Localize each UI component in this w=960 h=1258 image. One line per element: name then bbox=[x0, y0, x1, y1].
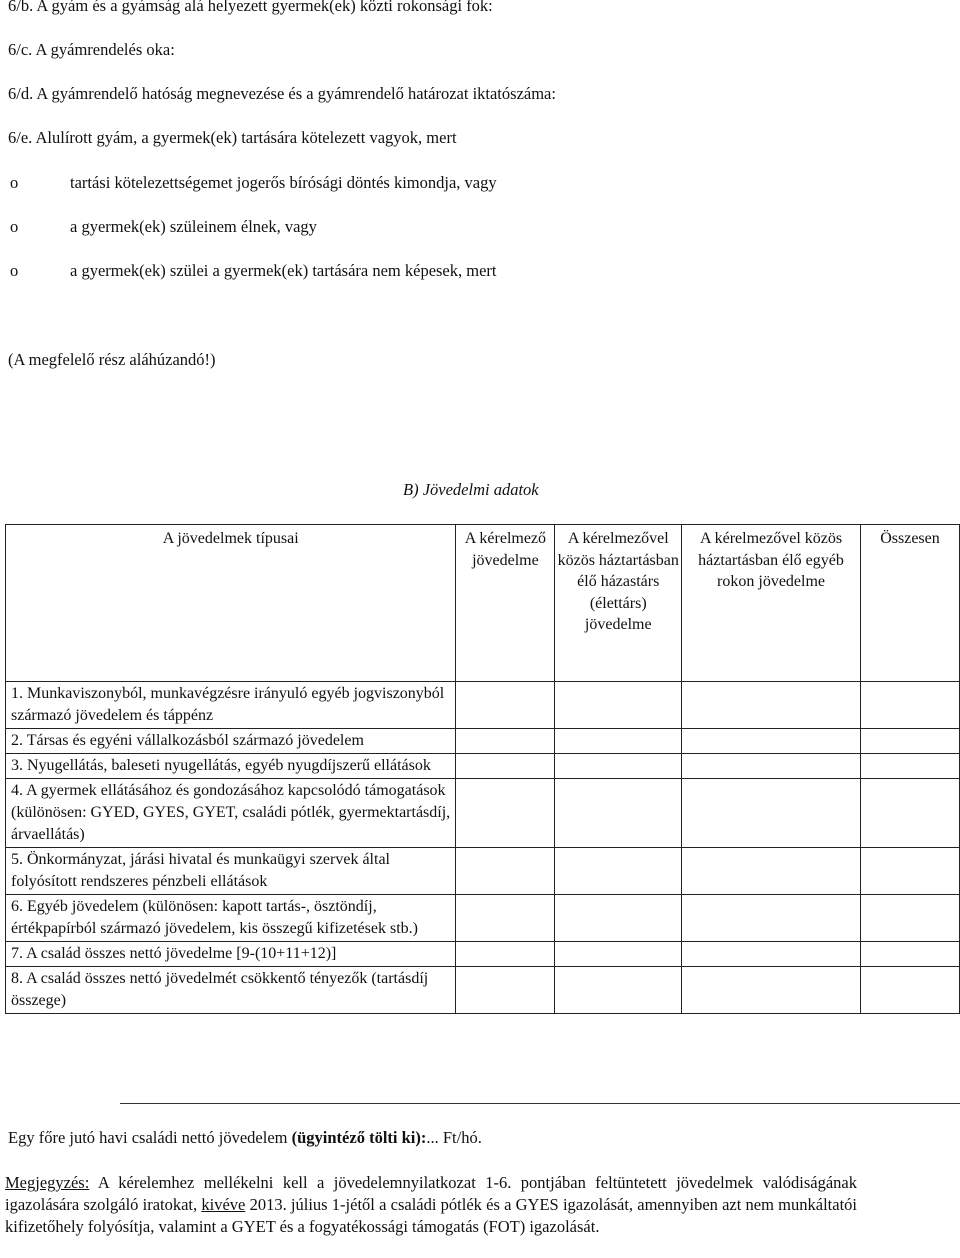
cell-applicant[interactable] bbox=[456, 729, 555, 754]
cell-applicant[interactable] bbox=[456, 754, 555, 779]
cell-spouse[interactable] bbox=[555, 729, 682, 754]
table-row bbox=[6, 754, 960, 779]
header-spouse: A kérelmezővel közös háztartásban élő házastárs (élettárs) jövedelme bbox=[555, 525, 682, 682]
note-text-1: A kérelemhez mellékelni kell a jövedelemnyilatkozat 1-6. pontjában feltüntetett jövedelmek valódiságának igazolására szolgáló iratokat, bbox=[5, 1173, 857, 1214]
cell-other[interactable] bbox=[682, 848, 861, 895]
option-text: a gyermek(ek) szülei a gyermek(ek) tartására nem képesek, mert bbox=[70, 261, 497, 280]
cell-spouse[interactable] bbox=[555, 967, 682, 1014]
row-label: 3. Nyugellátás, baleseti nyugellátás, egyéb nyugdíjszerű ellátások bbox=[6, 754, 456, 779]
row-label: 6. Egyéb jövedelem (különösen: kapott tartás-, ösztöndíj, értékpapírból származó jövedelem, kis összegű kifizetések stb.) bbox=[6, 895, 456, 942]
cell-total[interactable] bbox=[860, 967, 959, 1014]
cell-total[interactable] bbox=[860, 942, 959, 967]
row-label: 7. A család összes nettó jövedelme [9-(10+11+12)] bbox=[6, 942, 456, 967]
per-capita-label: Egy főre jutó havi családi nettó jövedelem bbox=[8, 1128, 292, 1147]
option-3[interactable] bbox=[10, 261, 497, 281]
cell-total[interactable] bbox=[860, 848, 959, 895]
note-text-2: 2013. július 1-jétől a családi pótlék és a GYES igazolását, amennyiben azt nem munkáltatói kifizetőhely folyósítja, valamint a GYET és a fogyatékossági támogatás (FOT) igazolását. bbox=[5, 1194, 857, 1236]
row-label: 4. A gyermek ellátásához és gondozásához kapcsolódó támogatások (különösen: GYED, GYES, GYET, családi pótlék, gyermektartásdíj, árvaellátás) bbox=[6, 779, 456, 848]
separator-line bbox=[120, 1103, 960, 1104]
cell-other[interactable] bbox=[682, 779, 861, 848]
cell-spouse[interactable] bbox=[555, 895, 682, 942]
underline-hint: (A megfelelő rész aláhúzandó!) bbox=[8, 350, 216, 369]
cell-other[interactable] bbox=[682, 967, 861, 1014]
cell-spouse[interactable] bbox=[555, 942, 682, 967]
option-bullet: o bbox=[10, 217, 19, 236]
cell-other[interactable] bbox=[682, 729, 861, 754]
cell-spouse[interactable] bbox=[555, 682, 682, 729]
cell-total[interactable] bbox=[860, 779, 959, 848]
option-1[interactable] bbox=[10, 173, 497, 193]
cell-other[interactable] bbox=[682, 682, 861, 729]
cell-applicant[interactable] bbox=[456, 682, 555, 729]
table-row bbox=[6, 848, 960, 895]
cell-applicant[interactable] bbox=[456, 895, 555, 942]
note-label: Megjegyzés: bbox=[5, 1173, 90, 1192]
line-6d: 6/d. A gyámrendelő hatóság megnevezése és a gyámrendelő határozat iktatószáma: bbox=[8, 84, 556, 103]
option-bullet: o bbox=[10, 173, 19, 192]
cell-total[interactable] bbox=[860, 895, 959, 942]
cell-other[interactable] bbox=[682, 895, 861, 942]
per-capita-suffix: ... Ft/hó. bbox=[426, 1128, 482, 1147]
row-label: 1. Munkaviszonyból, munkavégzésre irányuló egyéb jogviszonyból származó jövedelem és táppénz bbox=[6, 682, 456, 729]
table-row bbox=[6, 967, 960, 1014]
table-row bbox=[6, 682, 960, 729]
header-applicant: A kérelmező jövedelme bbox=[456, 525, 555, 682]
cell-applicant[interactable] bbox=[456, 779, 555, 848]
cell-other[interactable] bbox=[682, 942, 861, 967]
option-text: tartási kötelezettségemet jogerős bírósági döntés kimondja, vagy bbox=[70, 173, 497, 192]
table-row bbox=[6, 942, 960, 967]
table-row bbox=[6, 779, 960, 848]
cell-applicant[interactable] bbox=[456, 848, 555, 895]
header-types: A jövedelmek típusai bbox=[6, 525, 456, 682]
table-row bbox=[6, 729, 960, 754]
note-paragraph bbox=[5, 1172, 857, 1237]
cell-other[interactable] bbox=[682, 754, 861, 779]
line-6b: 6/b. A gyám és a gyámság alá helyezett gyermek(ek) közti rokonsági fok: bbox=[8, 0, 493, 15]
header-other: A kérelmezővel közös háztartásban élő egyéb rokon jövedelme bbox=[682, 525, 861, 682]
option-bullet: o bbox=[10, 261, 19, 280]
cell-spouse[interactable] bbox=[555, 754, 682, 779]
table-row bbox=[6, 895, 960, 942]
per-capita-line bbox=[8, 1128, 482, 1148]
cell-spouse[interactable] bbox=[555, 779, 682, 848]
cell-applicant[interactable] bbox=[456, 942, 555, 967]
cell-total[interactable] bbox=[860, 682, 959, 729]
header-total: Összesen bbox=[860, 525, 959, 682]
cell-spouse[interactable] bbox=[555, 848, 682, 895]
line-6c: 6/c. A gyámrendelés oka: bbox=[8, 40, 175, 59]
cell-total[interactable] bbox=[860, 754, 959, 779]
row-label: 2. Társas és egyéni vállalkozásból származó jövedelem bbox=[6, 729, 456, 754]
per-capita-note: (ügyintéző tölti ki): bbox=[291, 1128, 427, 1147]
line-6e: 6/e. Alulírott gyám, a gyermek(ek) tartására kötelezett vagyok, mert bbox=[8, 128, 457, 147]
cell-total[interactable] bbox=[860, 729, 959, 754]
income-table bbox=[5, 524, 960, 1014]
row-label: 8. A család összes nettó jövedelmét csökkentő tényezők (tartásdíj összege) bbox=[6, 967, 456, 1014]
note-except: kivéve bbox=[201, 1194, 246, 1214]
option-2[interactable] bbox=[10, 217, 317, 237]
section-title: B) Jövedelmi adatok bbox=[403, 480, 539, 499]
option-text: a gyermek(ek) szüleinem élnek, vagy bbox=[70, 217, 317, 236]
table-header-row bbox=[6, 525, 960, 682]
cell-applicant[interactable] bbox=[456, 967, 555, 1014]
row-label: 5. Önkormányzat, járási hivatal és munkaügyi szervek által folyósított rendszeres pénzbeli ellátások bbox=[6, 848, 456, 895]
